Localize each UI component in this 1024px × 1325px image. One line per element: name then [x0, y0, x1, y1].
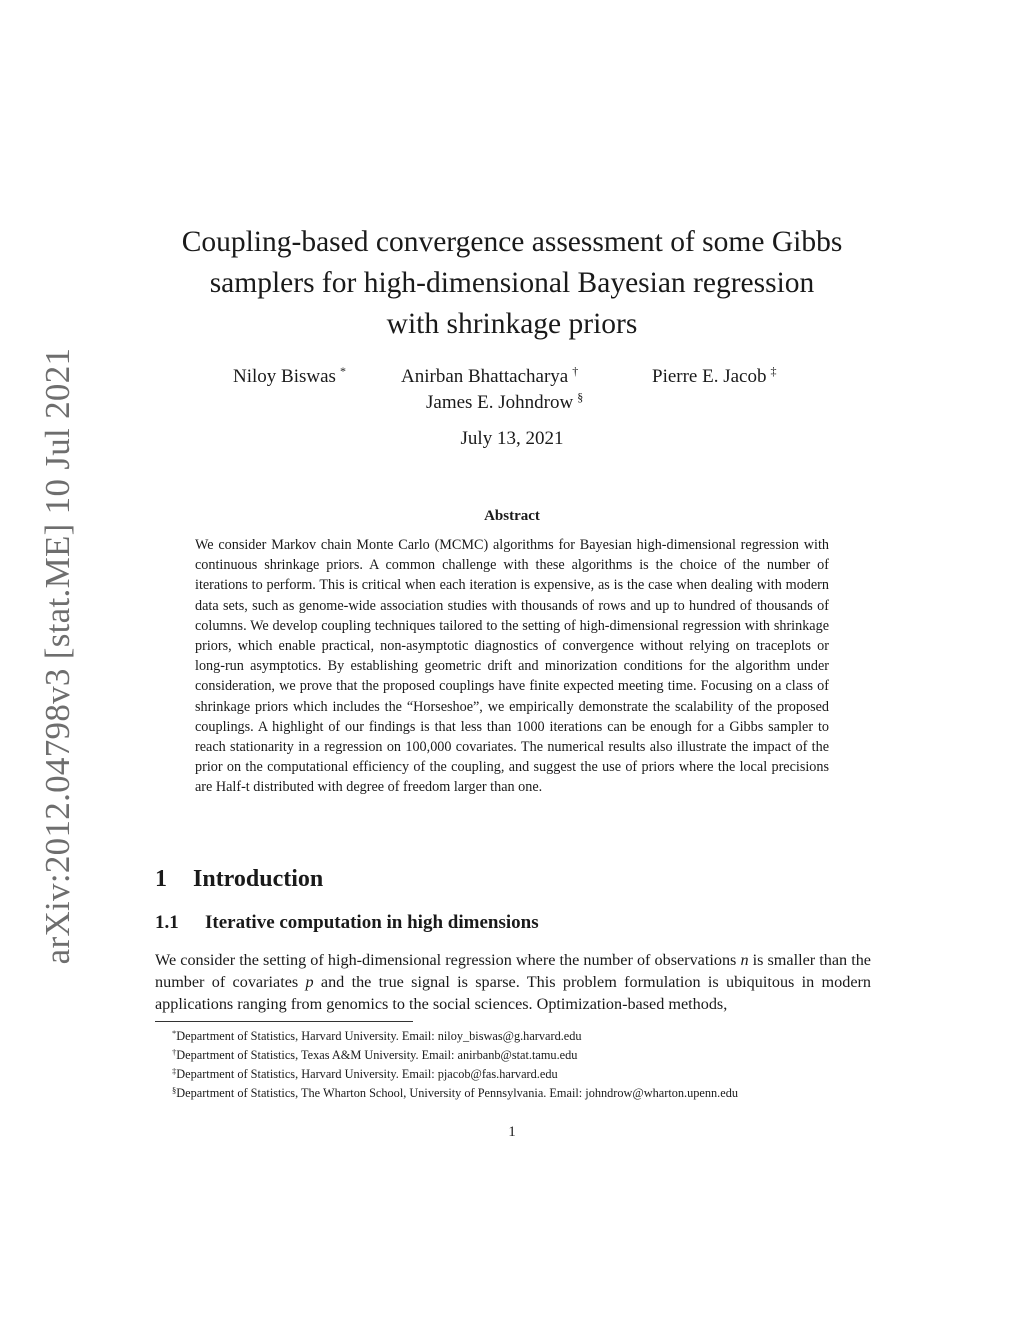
author-2 [401, 364, 578, 388]
footnote-divider [155, 1021, 413, 1022]
footnotes [172, 1025, 738, 1101]
page-number: 1 [508, 1124, 516, 1140]
math-variable-n: n [740, 951, 749, 969]
author-footnote-mark: ‡ [770, 364, 777, 378]
footnote [172, 1082, 738, 1101]
footnote [172, 1044, 738, 1063]
author-4 [426, 390, 583, 414]
arxiv-identifier: arXiv:2012.04798v3 [stat.ME] 10 Jul 2021 [38, 347, 77, 965]
author-footnote-mark: * [339, 364, 346, 378]
author-name: Pierre E. Jacob [652, 366, 767, 387]
author-name: James E. Johndrow [426, 392, 574, 413]
section-heading [155, 866, 323, 893]
abstract-heading: Abstract [484, 508, 540, 524]
footnote-text: Department of Statistics, Harvard University. Email: niloy_biswas@g.harvard.edu [176, 1029, 582, 1043]
subsection-number: 1.1 [155, 912, 179, 933]
intro-text-part: is smaller than the number of covariates [155, 951, 871, 991]
section-number: 1 [155, 866, 167, 892]
author-footnote-mark: § [577, 390, 584, 404]
footnote-text: Department of Statistics, Harvard University. Email: pjacob@fas.harvard.edu [176, 1067, 558, 1081]
publication-date: July 13, 2021 [460, 428, 564, 449]
footnote-mark: * [172, 1028, 177, 1038]
paper-title: Coupling-based convergence assessment of some Gibbs samplers for high-dimensional Bayesian regression with shrinkage priors [181, 226, 843, 340]
footnote [172, 1063, 738, 1082]
intro-text-part: and the true signal is sparse. This problem formulation is ubiquitous in modern applications ranging from genomics to the social sciences. Optimization-based methods, [155, 973, 872, 1013]
author-3 [652, 364, 776, 388]
intro-paragraph [155, 949, 871, 1015]
author-footnote-mark: † [572, 364, 579, 378]
footnote-text: Department of Statistics, Texas A&M University. Email: anirbanb@stat.tamu.edu [176, 1048, 578, 1062]
subsection-title: Iterative computation in high dimensions [205, 912, 539, 933]
intro-text-part: We consider the setting of high-dimensional regression where the number of observations [155, 951, 741, 969]
subsection-heading [155, 912, 539, 934]
section-title: Introduction [193, 866, 324, 892]
footnote [172, 1025, 738, 1044]
abstract-text: We consider Markov chain Monte Carlo (MCMC) algorithms for Bayesian high-dimensional regression with continuous shrinkage priors. A common challenge with these algorithms is the choice of the number of iterations to perform. This is critical when each iteration is expensive, as is the case when dealing with modern data sets, such as genome-wide association studies with thousands of rows and up to hundred of thousands of columns. We develop coupling techniques tailored to the setting of high-dimensional regression with shrinkage priors, which enable practical, non-asymptotic diagnostics of convergence without relying on traceplots or long-run asymptotics. By establishing geometric drift and minorization conditions for the algorithm under consideration, we prove that the proposed couplings have finite expected meeting time. Focusing on a class of shrinkage priors which includes the “Horseshoe”, we empirically demonstrate the scalability of the proposed couplings. A highlight of our findings is that less than 1000 iterations can be enough for a Gibbs sampler to reach stationarity in a regression on 100,000 covariates. The numerical results also illustrate the impact of the prior on the computational efficiency of the coupling, and suggest the use of priors where the local precisions are Half-t distributed with degree of freedom larger than one. [195, 537, 829, 796]
footnote-mark: † [172, 1047, 177, 1057]
footnote-mark: ‡ [172, 1066, 177, 1076]
author-name: Niloy Biswas [233, 366, 336, 387]
footnote-mark: § [172, 1085, 177, 1095]
author-name: Anirban Bhattacharya [401, 366, 569, 387]
math-variable-p: p [305, 973, 314, 991]
footnote-text: Department of Statistics, The Wharton School, University of Pennsylvania. Email: johndrow@wharton.upenn.edu [176, 1086, 738, 1100]
author-1 [233, 364, 346, 388]
